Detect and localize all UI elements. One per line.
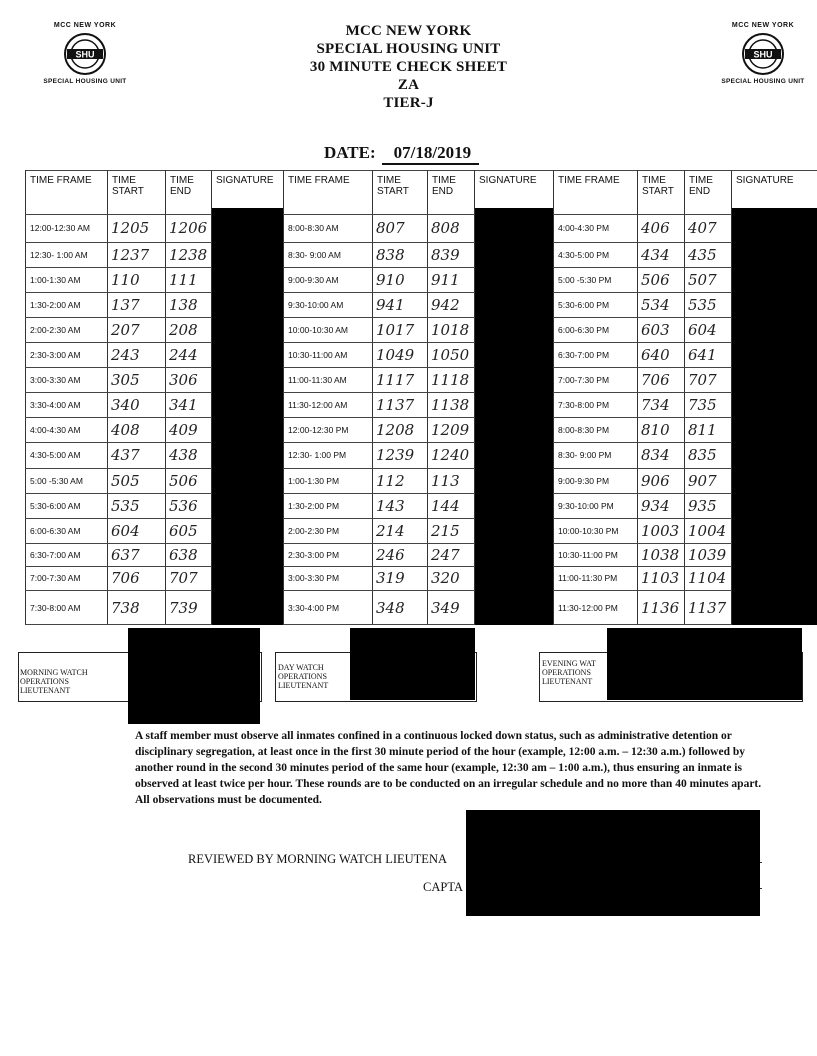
time-end-cell: 1138 bbox=[431, 395, 470, 414]
time-end-cell: 535 bbox=[688, 295, 717, 314]
logo-top-text: MCC NEW YORK bbox=[731, 22, 795, 29]
time-start-cell: 734 bbox=[641, 395, 670, 414]
time-start-cell: 434 bbox=[641, 245, 670, 264]
time-frame-cell: 8:00-8:30 AM bbox=[288, 223, 339, 233]
time-end-cell: 536 bbox=[169, 496, 198, 515]
day-watch-label bbox=[278, 663, 328, 690]
time-end-cell: 1050 bbox=[431, 345, 470, 364]
time-end-cell: 739 bbox=[169, 598, 198, 617]
watch-label-line: LIEUTENANT bbox=[20, 686, 71, 695]
header-line-1: MCC NEW YORK bbox=[345, 23, 472, 39]
time-start-cell: 207 bbox=[111, 320, 140, 339]
time-start-cell: 738 bbox=[111, 598, 140, 617]
watch-label-line: OPERATIONS bbox=[542, 668, 591, 677]
redaction-block bbox=[607, 628, 802, 700]
time-end-cell: 811 bbox=[688, 420, 717, 439]
time-frame-cell: 1:30-2:00 PM bbox=[288, 500, 340, 511]
time-frame-cell: 3:30-4:00 PM bbox=[288, 602, 340, 613]
column-header-time-end: TIME END bbox=[432, 175, 456, 197]
watch-label-line: OPERATIONS bbox=[20, 677, 69, 686]
time-end-cell: 1238 bbox=[169, 245, 208, 264]
time-frame-cell: 1:00-1:30 PM bbox=[288, 475, 340, 486]
time-frame-cell: 5:00 -5:30 AM bbox=[30, 475, 83, 486]
time-frame-cell: 9:30-10:00 AM bbox=[288, 299, 344, 310]
time-frame-cell: 4:00-4:30 AM bbox=[30, 424, 81, 435]
time-start-cell: 706 bbox=[641, 370, 670, 389]
header-line-2: SPECIAL HOUSING UNIT bbox=[316, 41, 501, 57]
header-line-3: 30 MINUTE CHECK SHEET bbox=[309, 59, 508, 75]
time-frame-cell: 5:00 -5:30 PM bbox=[558, 274, 612, 285]
time-frame-cell: 8:00-8:30 PM bbox=[558, 424, 610, 435]
time-end-cell: 808 bbox=[431, 219, 460, 237]
time-frame-cell: 10:30-11:00 PM bbox=[558, 549, 618, 560]
time-start-cell: 143 bbox=[376, 496, 405, 515]
time-frame-cell: 5:30-6:00 PM bbox=[558, 299, 610, 310]
document-header bbox=[0, 22, 817, 112]
time-frame-cell: 12:30- 1:00 PM bbox=[288, 450, 347, 460]
time-frame-cell: 7:30-8:00 PM bbox=[558, 399, 610, 410]
column-header-time-end: TIME END bbox=[689, 175, 713, 197]
time-start-cell: 112 bbox=[376, 471, 405, 490]
time-start-cell: 110 bbox=[111, 270, 140, 289]
time-end-cell: 638 bbox=[169, 545, 198, 564]
logo-top-text: MCC NEW YORK bbox=[53, 22, 117, 29]
time-start-cell: 637 bbox=[111, 545, 140, 564]
time-end-cell: 247 bbox=[431, 545, 460, 564]
time-frame-cell: 3:00-3:30 PM bbox=[288, 573, 340, 583]
time-start-cell: 1103 bbox=[641, 569, 680, 587]
time-frame-cell: 5:30-6:00 AM bbox=[30, 500, 81, 511]
time-frame-cell: 9:00-9:30 PM bbox=[558, 475, 610, 486]
time-start-cell: 506 bbox=[641, 270, 670, 289]
time-end-cell: 320 bbox=[431, 569, 460, 587]
column-header-signature: SIGNATURE bbox=[736, 175, 794, 186]
time-start-cell: 1136 bbox=[641, 598, 680, 617]
time-end-cell: 735 bbox=[688, 395, 717, 414]
time-start-cell: 137 bbox=[111, 295, 140, 314]
time-end-cell: 1004 bbox=[688, 521, 727, 540]
time-end-cell: 341 bbox=[169, 395, 198, 414]
time-frame-cell: 11:30-12:00 AM bbox=[288, 399, 348, 410]
watch-label-line: LIEUTENANT bbox=[542, 677, 593, 686]
time-frame-cell: 12:30- 1:00 AM bbox=[30, 249, 88, 260]
time-end-cell: 942 bbox=[431, 295, 460, 314]
morning-watch-label bbox=[20, 668, 88, 695]
time-frame-cell: 1:30-2:00 AM bbox=[30, 299, 81, 310]
time-end-cell: 407 bbox=[688, 219, 717, 237]
time-frame-cell: 6:30-7:00 AM bbox=[30, 549, 81, 560]
time-frame-cell: 3:00-3:30 AM bbox=[30, 374, 81, 385]
column-header-time-frame: TIME FRAME bbox=[558, 175, 620, 186]
watch-label-line: MORNING WATCH bbox=[20, 668, 88, 677]
time-start-cell: 906 bbox=[641, 471, 670, 490]
time-end-cell: 306 bbox=[169, 370, 198, 389]
time-end-cell: 1018 bbox=[431, 320, 470, 339]
time-end-cell: 707 bbox=[688, 370, 717, 389]
time-end-cell: 1039 bbox=[688, 545, 727, 564]
redaction-block bbox=[128, 628, 260, 724]
time-frame-cell: 2:30-3:00 AM bbox=[30, 349, 81, 360]
time-end-cell: 935 bbox=[688, 496, 717, 515]
logo-bottom-text: SPECIAL HOUSING UNIT bbox=[721, 78, 805, 85]
column-header-signature: SIGNATURE bbox=[479, 175, 537, 186]
time-end-cell: 113 bbox=[431, 471, 460, 490]
time-start-cell: 319 bbox=[376, 569, 405, 587]
time-start-cell: 305 bbox=[111, 370, 140, 389]
time-start-cell: 604 bbox=[111, 521, 140, 540]
time-end-cell: 144 bbox=[431, 496, 460, 515]
time-frame-cell: 4:30-5:00 AM bbox=[30, 450, 81, 460]
time-start-cell: 1017 bbox=[376, 320, 415, 339]
time-end-cell: 507 bbox=[688, 270, 717, 289]
watch-label-line: OPERATIONS bbox=[278, 672, 327, 681]
time-end-cell: 1206 bbox=[169, 219, 208, 237]
time-frame-cell: 4:30-5:00 PM bbox=[558, 249, 610, 260]
time-end-cell: 605 bbox=[169, 521, 198, 540]
time-end-cell: 1137 bbox=[688, 598, 727, 617]
time-frame-cell: 9:30-10:00 PM bbox=[558, 500, 614, 511]
time-frame-cell: 3:30-4:00 AM bbox=[30, 399, 81, 410]
time-start-cell: 1003 bbox=[641, 521, 680, 540]
time-start-cell: 941 bbox=[376, 295, 405, 314]
time-frame-cell: 7:30-8:00 AM bbox=[30, 602, 81, 613]
time-start-cell: 706 bbox=[111, 569, 140, 587]
column-header-time-start: TIME START bbox=[112, 175, 144, 197]
time-end-cell: 438 bbox=[169, 446, 198, 464]
time-frame-cell: 2:30-3:00 PM bbox=[288, 549, 340, 560]
time-start-cell: 408 bbox=[111, 420, 140, 439]
time-frame-cell: 10:00-10:30 PM bbox=[558, 525, 619, 536]
time-frame-cell: 4:00-4:30 PM bbox=[558, 223, 610, 233]
time-frame-cell: 6:00-6:30 PM bbox=[558, 324, 610, 335]
time-end-cell: 641 bbox=[688, 345, 717, 364]
watch-label-line: EVENING WAT bbox=[542, 659, 596, 668]
time-end-cell: 907 bbox=[688, 471, 717, 490]
time-frame-cell: 11:30-12:00 PM bbox=[558, 602, 618, 613]
redaction-block bbox=[350, 628, 475, 700]
header-line-5: TIER-J bbox=[383, 95, 434, 111]
time-start-cell: 640 bbox=[641, 345, 670, 364]
time-end-cell: 604 bbox=[688, 320, 717, 339]
time-start-cell: 437 bbox=[111, 446, 140, 464]
time-start-cell: 807 bbox=[376, 219, 405, 237]
logo-bottom-text: SPECIAL HOUSING UNIT bbox=[43, 78, 127, 85]
header-line-4: ZA bbox=[397, 77, 420, 93]
logo-emblem-text: SHU bbox=[75, 49, 95, 60]
time-start-cell: 910 bbox=[376, 270, 405, 289]
watch-label-line: DAY WATCH bbox=[278, 663, 324, 672]
time-start-cell: 934 bbox=[641, 496, 670, 515]
time-frame-cell: 10:00-10:30 AM bbox=[288, 324, 349, 335]
column-header-signature: SIGNATURE bbox=[216, 175, 274, 186]
time-frame-cell: 7:00-7:30 PM bbox=[558, 374, 610, 385]
signature-redaction bbox=[732, 208, 817, 625]
column-header-time-start: TIME START bbox=[642, 175, 674, 197]
date-line bbox=[324, 143, 479, 165]
time-frame-cell: 7:00-7:30 AM bbox=[30, 573, 81, 583]
time-start-cell: 214 bbox=[376, 521, 405, 540]
time-end-cell: 835 bbox=[688, 446, 717, 464]
time-frame-cell: 10:30-11:00 AM bbox=[288, 349, 348, 360]
time-frame-cell: 2:00-2:30 PM bbox=[288, 525, 340, 536]
time-start-cell: 838 bbox=[376, 245, 405, 264]
time-start-cell: 1239 bbox=[376, 446, 415, 464]
time-end-cell: 1209 bbox=[431, 420, 470, 439]
time-start-cell: 406 bbox=[641, 219, 670, 237]
time-end-cell: 215 bbox=[431, 521, 460, 540]
signature-redaction bbox=[212, 208, 283, 625]
column-header-time-frame: TIME FRAME bbox=[288, 175, 350, 186]
time-start-cell: 1038 bbox=[641, 545, 680, 564]
time-start-cell: 340 bbox=[111, 395, 140, 414]
date-label: DATE: bbox=[324, 143, 376, 162]
time-frame-cell: 6:00-6:30 AM bbox=[30, 525, 81, 536]
time-frame-cell: 12:00-12:30 PM bbox=[288, 424, 349, 435]
evening-watch-label bbox=[542, 659, 596, 686]
time-start-cell: 505 bbox=[111, 471, 140, 490]
time-frame-cell: 2:00-2:30 AM bbox=[30, 324, 81, 335]
time-start-cell: 603 bbox=[641, 320, 670, 339]
time-end-cell: 911 bbox=[431, 270, 460, 289]
time-frame-cell: 8:30- 9:00 PM bbox=[558, 450, 612, 460]
time-start-cell: 1117 bbox=[376, 370, 415, 389]
date-value: 07/18/2019 bbox=[382, 143, 479, 165]
time-frame-cell: 12:00-12:30 AM bbox=[30, 223, 91, 233]
time-frame-cell: 6:30-7:00 PM bbox=[558, 349, 610, 360]
time-start-cell: 1208 bbox=[376, 420, 415, 439]
watch-label-line: LIEUTENANT bbox=[278, 681, 329, 690]
time-start-cell: 246 bbox=[376, 545, 405, 564]
time-end-cell: 208 bbox=[169, 320, 198, 339]
time-start-cell: 535 bbox=[111, 496, 140, 515]
check-sheet-table bbox=[25, 170, 817, 625]
time-start-cell: 1137 bbox=[376, 395, 415, 414]
instructions-paragraph: A staff member must observe all inmates confined in a continuous locked down status, such as administrative detention or disciplinary segregation, at least once in the first 30 minute period of the hour (example, 12:00 a.m. – 12:30 a.m.) followed by another round in the second 30 minutes period of the same hour (example, 12:30 am – 1:00 a.m.), thus ensuring an inmate is observed at least twice per hour. These rounds are to be conducted on an irregular schedule and no more than 40 minutes apart. All observations must be documented. bbox=[135, 730, 762, 806]
time-end-cell: 839 bbox=[431, 245, 460, 264]
time-end-cell: 244 bbox=[169, 345, 198, 364]
signature-redaction bbox=[475, 208, 553, 625]
time-start-cell: 534 bbox=[641, 295, 670, 314]
time-end-cell: 111 bbox=[169, 270, 198, 289]
time-start-cell: 1237 bbox=[111, 245, 150, 264]
time-frame-cell: 8:30- 9:00 AM bbox=[288, 249, 341, 260]
time-end-cell: 1240 bbox=[431, 446, 470, 464]
time-start-cell: 348 bbox=[376, 598, 405, 617]
time-end-cell: 138 bbox=[169, 295, 198, 314]
time-end-cell: 435 bbox=[688, 245, 717, 264]
time-frame-cell: 11:00-11:30 PM bbox=[558, 573, 618, 583]
time-frame-cell: 1:00-1:30 AM bbox=[30, 274, 81, 285]
column-header-time-start: TIME START bbox=[377, 175, 409, 197]
time-end-cell: 506 bbox=[169, 471, 198, 490]
time-end-cell: 1118 bbox=[431, 370, 470, 389]
time-start-cell: 834 bbox=[641, 446, 670, 464]
time-start-cell: 1205 bbox=[111, 219, 150, 237]
logo-emblem-text: SHU bbox=[753, 49, 773, 60]
redaction-block bbox=[466, 810, 760, 916]
column-header-time-end: TIME END bbox=[170, 175, 194, 197]
column-header-time-frame: TIME FRAME bbox=[30, 175, 92, 186]
time-end-cell: 409 bbox=[169, 420, 198, 439]
time-frame-cell: 9:00-9:30 AM bbox=[288, 274, 339, 285]
time-end-cell: 707 bbox=[169, 569, 198, 587]
time-frame-cell: 11:00-11:30 AM bbox=[288, 374, 347, 385]
time-start-cell: 1049 bbox=[376, 345, 415, 364]
time-end-cell: 1104 bbox=[688, 569, 727, 587]
time-start-cell: 243 bbox=[111, 345, 140, 364]
reviewed-by-label: REVIEWED BY MORNING WATCH LIEUTENA bbox=[188, 852, 447, 866]
time-start-cell: 810 bbox=[641, 420, 670, 439]
captain-label: CAPTA bbox=[423, 880, 463, 894]
time-end-cell: 349 bbox=[431, 598, 460, 617]
